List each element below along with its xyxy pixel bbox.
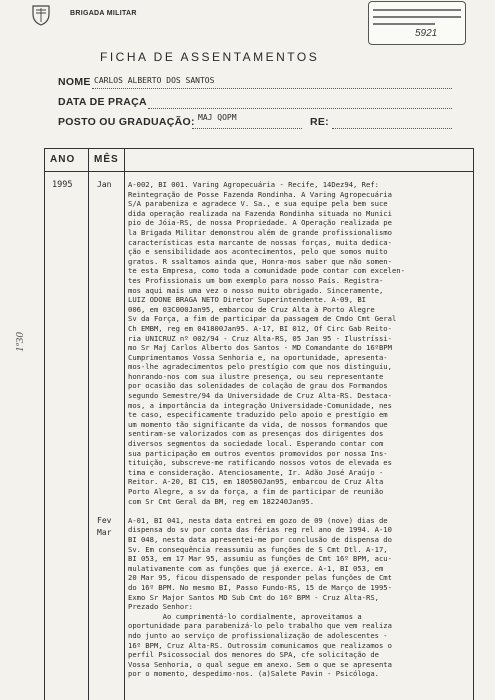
entry-line: tes Profissionais um bom exemplo para nosso País. Registra- (128, 275, 384, 285)
entry-line: A-01, BI 041, nesta data entrei em gozo de 09 (nove) dias de (128, 515, 388, 525)
entry-line: mos-lhe agradecimentos pelo prestígio com que nos distinguiu, (128, 362, 392, 372)
entry-line: sentiram-se valorizados com as presenças dos dirigentes dos (128, 429, 384, 439)
mes-column-divider (124, 148, 125, 700)
nome-label: NOME (58, 76, 91, 88)
entry-line: oportunidade para parabenizá-lo pelo trabalho que vem realiza (128, 621, 392, 631)
entry-line: 16º BPM, Cruz Alta-RS. Outrossim comunicamos que realizamos o (128, 640, 392, 650)
month-cell-fev: Fev (97, 516, 112, 525)
entry-line: Cumprimentamos Vossa Senhoria e, na oportunidade, apresenta- (128, 352, 388, 362)
entry-line: pio de Jóia-RS, de nossa Propriedade. A Operação realizada pe (128, 218, 392, 228)
entry-line: LUIZ ODONE BRAGA NETO Diretor Superintendente. A-09, BI (128, 295, 366, 305)
entry-line: BI 048, nesta data apresentei-me por conclusão de dispensa do (128, 534, 392, 544)
entry-line: características esta marcante de nossas forças, muita dedica- (128, 237, 392, 247)
data-praca-label: DATA DE PRAÇA (58, 96, 147, 108)
entry-line: mulativamente com as funções que já exerce. A-1, BI 053, em (128, 563, 384, 573)
entry-line: S/A parabeniza e agradece V. Sa., e sua equipe pela bem suce (128, 199, 388, 209)
nome-line (92, 88, 452, 89)
entry-line: por o momento, despedimo-nos. (a)Salete Pavin - Psicóloga. (128, 669, 379, 679)
entry-line: um momento tão significante da vida, de nossos formandos que (128, 419, 388, 429)
entry-line: ção e sensibilidade aos acontecimentos, pelo que somos muito (128, 247, 388, 257)
form-title: FICHA DE ASSENTAMENTOS (100, 50, 320, 64)
entry-line: gratos. R ssaltamos ainda que, Honra-mos saber que não somen- (128, 256, 392, 266)
entry-line: ria UNICRUZ nº 002/94 - Cruz Alta-RS, 05 Jan 95 - Ilustríssi- (128, 333, 392, 343)
ano-column-header: ANO (50, 154, 76, 165)
entry-line: perfil Psicossocial dos menores do SPA, cfe solicitação de (128, 650, 379, 660)
stamp-number: 5921 (415, 28, 438, 39)
archive-stamp (368, 1, 466, 45)
entry-line: te esta Empresa, como toda a comunidade pode contar com excelen- (128, 266, 405, 276)
entry-line: segundo Semestre/94 da Universidade de Cruz Alta-RS. Destaca- (128, 391, 392, 401)
entry-line: Ch EMBM, reg em 041800Jan95. A-17, BI 012, Of Circ Gab Reito- (128, 323, 392, 333)
entry-line: Vossa Senhoria, o qual segue em anexo. Sem o que se apresenta (128, 659, 392, 669)
entry-line: tituição, subscreve-me ratificando nossos votos de elevada es (128, 458, 392, 468)
entry-line: sua participação em outros eventos promovidos por nossa Ins- (128, 448, 388, 458)
entry-line: A-002, BI 001. Varing Agropecuária - Recife, 14Dez94, Ref: (128, 180, 379, 189)
mes-column-header: MÊS (94, 154, 119, 165)
entry-line: ndo junto ao serviço de profissionalização de adolescentes - (128, 630, 388, 640)
handwritten-margin-note: 1º30 (14, 332, 26, 352)
nome-value: CARLOS ALBERTO DOS SANTOS (94, 76, 215, 85)
entry-line: Ao cumprimentá-lo cordialmente, aproveitamos a (128, 611, 362, 621)
data-praca-line (148, 108, 452, 109)
entry-line: BI 053, em 17 Mar 95, assumiu as funções de Cmt 16º BPM, acu- (128, 554, 392, 564)
entry-line: com Sr Cmt Geral da BM, reg em 182240Jan95. (128, 496, 315, 506)
entry-line: Reitor. A-20, BI C15, em 180500Jan95, embarcou de Cruz Alta (128, 477, 384, 487)
organization-name: BRIGADA MILITAR (70, 10, 137, 17)
entry-line: 006, em 03C000Jan95, embarcou de Cruz Alta à Porto Alegre (128, 304, 375, 314)
entry-line: 20 Mar 95, ficou dispensado de responder pelas funções de Cmt (128, 573, 392, 583)
entry-line: mos, a importância da integração Universidade-Comunidade, nes (128, 400, 392, 410)
month-cell-mar: Mar (97, 528, 112, 537)
entry-line: Sv da Força, a fim de participar da passagem de Cmdo Cmt Geral (128, 314, 397, 324)
entry-line: Exmo Sr Major Santos MD Sub Cmt do 16º BPM - Cruz Alta-RS, (128, 592, 379, 602)
month-cell-jan: Jan (97, 180, 112, 189)
entry-line: tima e consideração. Atenciosamente, Ir. Adão José Araújo - (128, 467, 384, 477)
entry-line: Reintegração de Posse Fazenda Rondinha. A Varing Agropecuária (128, 189, 392, 199)
table-header-divider (44, 171, 474, 172)
entry-line: dida operação realizada na Fazenda Rondinha situada no Munici (128, 208, 392, 218)
entry-line: mo Sr Maj Carlos Alberto dos Santos - MD Comandante do 16ºBPM (128, 343, 392, 353)
posto-label: POSTO OU GRADUAÇÃO: (58, 116, 195, 128)
brigada-coat-of-arms-icon (30, 4, 52, 26)
entry-text (128, 180, 472, 679)
entry-line: Sv. Em consequência reassumiu as funções de S Cmt Dtl. A-17, (128, 544, 388, 554)
entry-line (128, 506, 472, 516)
entry-line: honrando-nos com sua ilustre presença, ou seu representante (128, 371, 384, 381)
entry-line: Porto Alegre, a sv da força, a fim de participar de reunião (128, 487, 384, 496)
entry-line: por ocasião das solenidades de colação de grau dos Formandos (128, 381, 388, 391)
ano-column-divider (88, 148, 89, 700)
re-label: RE: (310, 116, 329, 128)
entry-line: do 16º BPM. No mesmo BI, Passo Fundo-RS, 15 de Março de 1995- (128, 582, 392, 592)
entry-line: te caso, especificamente traduzido pelo apoio e prestígio em (128, 410, 388, 420)
entry-line: la Brigada Militar demonstrou além de grande profissionalismo (128, 227, 392, 237)
entry-line: Prezado Senhor: (128, 602, 193, 612)
year-cell: 1995 (52, 180, 73, 190)
posto-line (192, 128, 302, 129)
entry-line: diversos segmentos da sociedade local. Esperando contar com (128, 439, 384, 449)
re-line (332, 128, 452, 129)
entry-line: dispensa do sv por conta das férias reg rel ano de 1994. A-10 (128, 525, 392, 535)
posto-value: MAJ QOPM (198, 113, 237, 122)
entry-line: mos aqui mais uma vez o nosso muito obrigado. Sinceramente, (128, 285, 384, 295)
